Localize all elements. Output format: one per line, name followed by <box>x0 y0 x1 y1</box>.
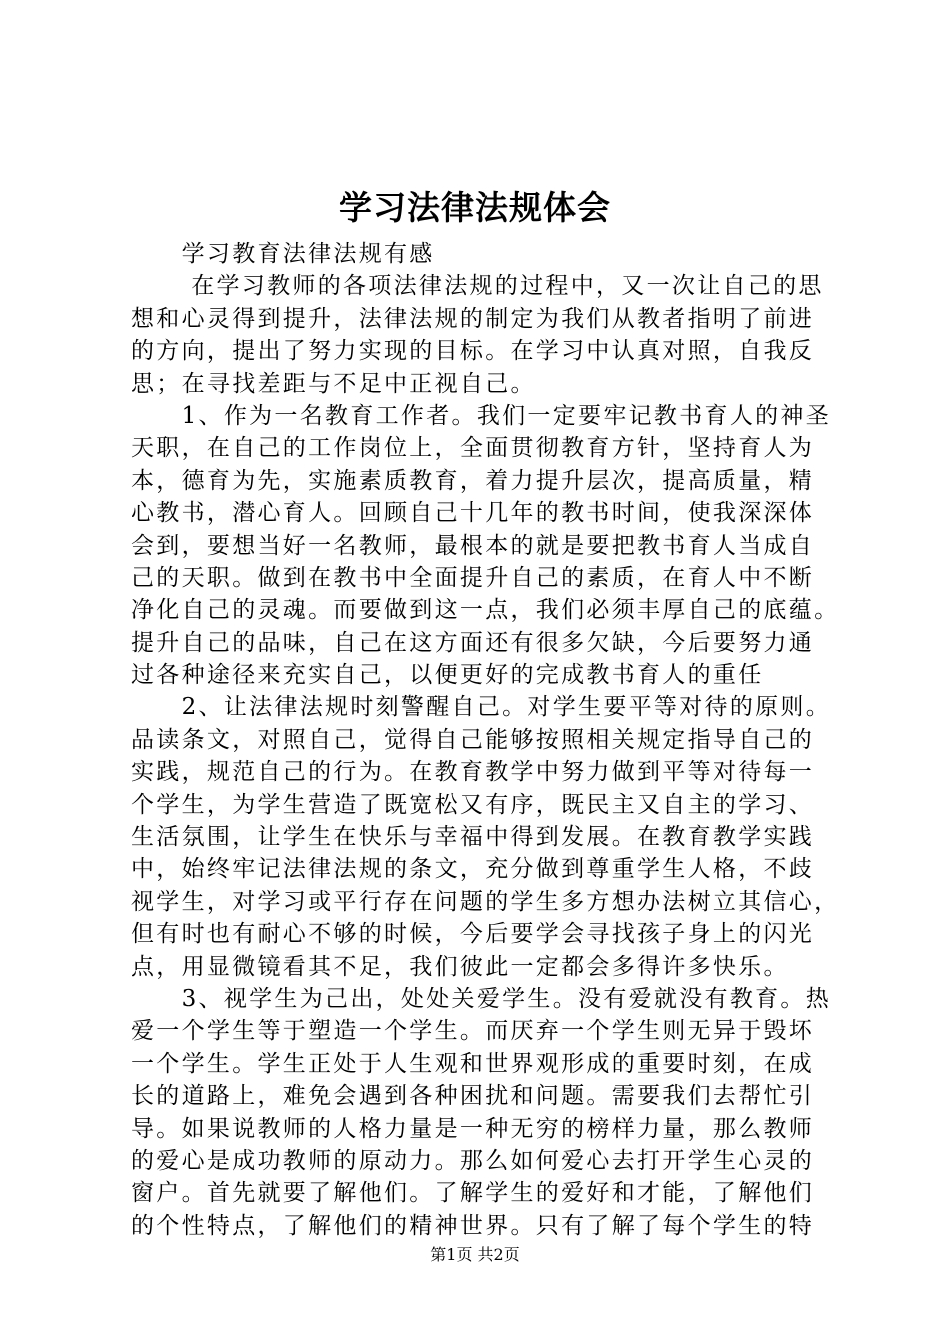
body-line: 己的天职。做到在教书中全面提升自己的素质，在育人中不断 <box>131 564 815 591</box>
body-line: 天职，在自己的工作岗位上，全面贯彻教育方针，坚持育人为 <box>131 435 815 462</box>
body-line: 的爱心是成功教师的原动力。那么如何爱心去打开学生心灵的 <box>131 1147 815 1174</box>
body-line: 爱一个学生等于塑造一个学生。而厌弃一个学生则无异于毁坏 <box>131 1018 815 1045</box>
body-line: 中，始终牢记法律法规的条文，充分做到尊重学生人格，不歧 <box>131 856 815 883</box>
body-line: 学习教育法律法规有感 <box>131 241 435 267</box>
page-footer: 第1页 共2页 <box>430 1245 520 1264</box>
body-line: 的方向，提出了努力实现的目标。在学习中认真对照，自我反 <box>131 338 815 365</box>
body-line: 会到，要想当好一名教师，最根本的就是要把教书育人当成自 <box>131 532 815 559</box>
document-title: 学习法律法规体会 <box>339 188 611 227</box>
body-line: 想和心灵得到提升，法律法规的制定为我们从教者指明了前进 <box>131 305 815 332</box>
body-line: 长的道路上，难免会遇到各种困扰和问题。需要我们去帮忙引 <box>131 1083 815 1110</box>
body-line: 净化自己的灵魂。而要做到这一点，我们必须丰厚自己的底蕴。 <box>131 597 840 624</box>
body-line: 生活氛围，让学生在快乐与幸福中得到发展。在教育教学实践 <box>131 824 815 851</box>
body-line: 窗户。首先就要了解他们。了解学生的爱好和才能，了解他们 <box>131 1180 815 1207</box>
body-line: 思；在寻找差距与不足中正视自己。 <box>131 370 536 397</box>
body-line: 点，用显微镜看其不足，我们彼此一定都会多得许多快乐。 <box>131 953 789 980</box>
body-line: 1、作为一名教育工作者。我们一定要牢记教书育人的神圣 <box>131 402 832 429</box>
body-line: 品读条文，对照自己，觉得自己能够按照相关规定指导自己的 <box>131 726 815 753</box>
body-line: 导。如果说教师的人格力量是一种无穷的榜样力量，那么教师 <box>131 1115 815 1142</box>
body-line: 个学生，为学生营造了既宽松又有序，既民主又自主的学习、 <box>131 791 815 818</box>
body-line: 提升自己的品味，自己在这方面还有很多欠缺，今后要努力通 <box>131 629 815 656</box>
body-line: 在学习教师的各项法律法规的过程中，又一次让自己的思 <box>131 273 824 300</box>
body-line: 的个性特点，了解他们的精神世界。只有了解了每个学生的特 <box>131 1212 815 1239</box>
body-line: 2、让法律法规时刻警醒自己。对学生要平等对待的原则。 <box>131 694 832 721</box>
body-line: 但有时也有耐心不够的时候，今后要学会寻找孩子身上的闪光 <box>131 921 815 948</box>
document-body <box>131 238 840 1242</box>
body-line: 3、视学生为己出，处处关爱学生。没有爱就没有教育。热 <box>131 985 832 1012</box>
body-line: 视学生，对学习或平行存在问题的学生多方想办法树立其信心， <box>131 888 840 915</box>
body-line: 过各种途径来充实自己，以便更好的完成教书育人的重任 <box>131 662 764 689</box>
body-line: 一个学生。学生正处于人生观和世界观形成的重要时刻，在成 <box>131 1050 815 1077</box>
body-line: 本，德育为先，实施素质教育，着力提升层次，提高质量，精 <box>131 467 815 494</box>
body-line: 实践，规范自己的行为。在教育教学中努力做到平等对待每一 <box>131 759 815 786</box>
body-line: 心教书，潜心育人。回顾自己十几年的教书时间，使我深深体 <box>131 500 815 527</box>
